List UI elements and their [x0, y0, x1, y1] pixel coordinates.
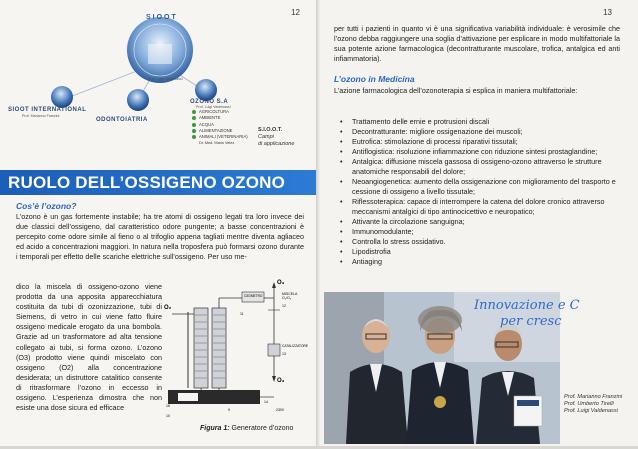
caption-title: S.I.O.O.T.	[258, 127, 283, 133]
label-14: 14	[264, 400, 268, 404]
list-item: • Riflessoterapica: capace di interrompere la catena del dolore cronico attraverso meccanismi antalgici di tipo antinocicettivo e neuropatico;	[334, 197, 624, 217]
list-item: • Antiaging	[334, 257, 624, 267]
bullet-icon	[192, 135, 196, 139]
list-item: Dr. Med. Mario Velez	[199, 141, 235, 146]
bullet-icon	[192, 129, 196, 133]
label-12: 12	[282, 304, 286, 308]
logo-text: SIOOT	[146, 14, 178, 21]
diagram-caption	[258, 127, 294, 148]
bullet-icon	[192, 116, 196, 120]
list-item: • Antiflogistica: risoluzione infiammazione con riduzione sintesi prostaglandine;	[334, 147, 624, 157]
list-item: • Decontratturante: migliore ossigenazione dei muscoli;	[334, 127, 624, 137]
list-item: • Lipodistrofia	[334, 247, 624, 257]
photo-name: Prof. Luigi Valdenassi	[564, 408, 618, 414]
label-gas: O₂/O₃	[282, 296, 292, 300]
label-9: 9	[228, 408, 230, 412]
paragraph-continued: per tutti i pazienti in quanto vi è una significativa variabilità individuale: è verosimile che l’ozono debba raggiungere una soglia d’attivazione per esplicare in modo multifattoriale la sua potente azione farmacologica (decontratturante muscolare, trofica, antalgica ed anti infiammatoria).	[334, 24, 620, 63]
section-banner	[0, 170, 318, 195]
list-item: AGRICOLTURA	[192, 109, 248, 115]
sioot-diagram	[0, 0, 318, 168]
figure-caption-text: Generatore d’ozono	[231, 425, 294, 432]
label-ozometro: OZOMETRO	[244, 294, 263, 298]
caption-line-1: Campi	[258, 134, 274, 140]
label-13: 13	[282, 352, 286, 356]
photo-name: Prof. Umberto Tirelli	[564, 401, 614, 407]
applications-list	[192, 109, 248, 147]
page-number: 12	[291, 8, 300, 17]
photo-banner-line-1: Innovazione e C	[474, 298, 580, 313]
page-number: 13	[603, 8, 612, 17]
photo-name: Prof. Marianno Franzini	[564, 394, 623, 400]
list-item: ACQUA	[192, 122, 248, 128]
international-globe	[51, 86, 73, 108]
section-intro: L’azione farmacologica dell’ozonoterapia si esplica in maniera multifattoriale:	[334, 86, 578, 95]
label-230v: 230V	[276, 408, 285, 412]
list-item: ALIMENTAZIONE	[192, 128, 248, 134]
ozone-generator-figure	[164, 280, 310, 420]
list-item: AMBIENTE	[192, 115, 248, 121]
label-o2-in: O₂	[164, 305, 172, 311]
section-heading: L’ozono in Medicina	[334, 74, 415, 84]
node-international: SIOOT INTERNATIONAL	[8, 107, 87, 113]
label-10: 10	[166, 414, 170, 418]
node-odontoiatria: ODONTOIATRIA	[96, 117, 148, 123]
left-page	[0, 0, 318, 446]
label-16: 16	[166, 404, 170, 408]
label-catalizzatore: CATALIZZATORE	[282, 344, 309, 348]
label-o3-out: O₃	[277, 280, 285, 286]
photo-banner-line-2: per cresc	[500, 314, 562, 329]
logo-subtitle: Prof. Luigi Valdenassi	[148, 77, 183, 81]
list-item: • Eutrofica: stimolazione di processi riparativi tissutali;	[334, 137, 624, 147]
odontoiatria-globe	[127, 89, 149, 111]
bullet-icon	[192, 123, 196, 127]
list-item: • Attivante la circolazione sanguigna;	[334, 217, 624, 227]
paragraph-narrow: dico la miscela di ossigeno-ozono viene prodotta da una apposita apparecchiatura costituita da tubi di ozonizzazione, tubi di Siemens, di vetro in cui viene fatto fluire ossigeno medicale erogato da una bombola. Grazie ad un trasformatore ad alta tensione collegato ai tubi, si forma ozono. L’ozono (O3) prodotto viene quindi miscelato con ossigeno (O2) alla concentrazione desiderata; un distruttore catalitico consente di ritrasformare l’ozono in eccesso in ossigeno. L’esperienza dimostra che non esiste una dose sicura ed efficace	[16, 282, 162, 413]
figure-caption-label: Figura 1:	[200, 425, 230, 432]
group-photo	[324, 292, 580, 444]
figure-caption	[200, 425, 293, 432]
label-11: 11	[240, 312, 244, 316]
caption-line-2: di applicazione	[258, 141, 295, 147]
bullet-icon	[192, 110, 196, 114]
right-page	[320, 0, 638, 446]
list-item: • Antalgica: diffusione miscela gassosa di ossigeno-ozono attraverso le strutture anatomiche responsabili del dolore;	[334, 157, 624, 177]
list-item: • Controlla lo stress ossidativo.	[334, 237, 624, 247]
section-heading: Cos’è l’ozono?	[16, 201, 77, 211]
photo-caption	[564, 394, 622, 415]
list-item: ANIMALI (VETERINARIA)	[192, 134, 248, 140]
effects-list	[334, 117, 624, 267]
list-item: • Trattamento delle ernie e protrusioni discali	[334, 117, 624, 127]
ozono-globe	[195, 79, 217, 101]
banner-title: RUOLO DELL’OSSIGENO OZONO	[8, 173, 286, 192]
node-international-sub: Prof. Marianno Franzini	[22, 114, 60, 118]
node-ozono: OZONO S.A	[190, 99, 229, 105]
generator-schematic	[164, 280, 310, 420]
node-ozono-sub: Prof. Luigi Valdenassi	[196, 105, 231, 109]
label-miscela: MISCELA	[282, 292, 298, 296]
paragraph-full-width: L’ozono è un gas fortemente instabile; ha tre atomi di ossigeno legati tra loro invece dei due classici dell’ossigeno, dal caratteristico odore pungente; a basse concentrazioni è percepito come odore simile al fieno o al trifoglio appena tagliati mentre diventa agliaceo ed acido a concentrazioni maggiori. In natura nella troposfera può formarsi ozono durante i temporali per effetto delle scariche elettriche sull’ossigeno. Per uso me-	[16, 212, 304, 262]
list-item: • Immunomodulante;	[334, 227, 624, 237]
label-o3-bottom: O₃	[277, 378, 285, 384]
list-item: • Neoangiogenetica: aumento della ossigenazione con miglioramento del trasporto e cessione di ossigeno a livello tissutale;	[334, 177, 624, 197]
